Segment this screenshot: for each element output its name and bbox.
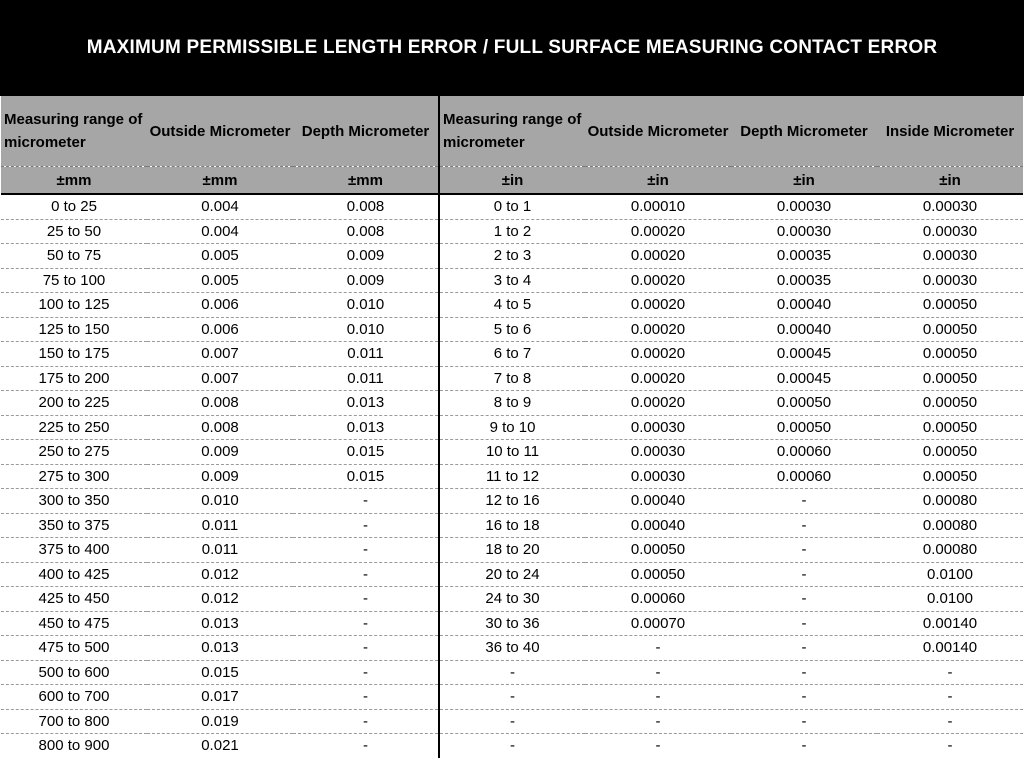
table-cell: 0 to 25 — [1, 194, 147, 219]
table-cell: 0.009 — [293, 244, 439, 269]
unit-cell: ±in — [439, 167, 585, 195]
table-row — [1, 293, 1023, 318]
table-cell: 275 to 300 — [1, 464, 147, 489]
table-cell: 0.00020 — [585, 391, 731, 416]
table-cell: 0.00060 — [585, 587, 731, 612]
table-cell: 0.011 — [147, 538, 293, 563]
table-cell: - — [731, 660, 877, 685]
table-cell: 0.00140 — [877, 611, 1023, 636]
table-cell: 250 to 275 — [1, 440, 147, 465]
table-cell: 0.00050 — [877, 391, 1023, 416]
table-cell: - — [585, 636, 731, 661]
table-row — [1, 244, 1023, 269]
table-row — [1, 194, 1023, 219]
table-cell: 0.011 — [147, 513, 293, 538]
table-cell: 0.015 — [293, 440, 439, 465]
table-cell: - — [293, 538, 439, 563]
table-cell: - — [439, 660, 585, 685]
table-cell: 0.009 — [147, 440, 293, 465]
unit-cell: ±mm — [1, 167, 147, 195]
table-cell: 0.00030 — [877, 244, 1023, 269]
table-cell: 300 to 350 — [1, 489, 147, 514]
table-cell: - — [731, 587, 877, 612]
table-cell: - — [947, 737, 953, 755]
table-cell: 150 to 175 — [1, 342, 147, 367]
table-cell: 0.009 — [147, 464, 293, 489]
table-cell: 18 to 20 — [439, 538, 585, 563]
table-cell: - — [877, 685, 1023, 710]
table-cell: - — [293, 587, 439, 612]
table-row — [1, 587, 1023, 612]
table-cell: 8 to 9 — [439, 391, 585, 416]
table-cell: 6 to 7 — [439, 342, 585, 367]
table-cell: 36 to 40 — [439, 636, 585, 661]
table-cell: 0.00020 — [585, 293, 731, 318]
table-cell: 0.008 — [293, 219, 439, 244]
table-cell: - — [731, 685, 877, 710]
table-cell: 225 to 250 — [1, 415, 147, 440]
table-cell: 0.00050 — [877, 366, 1023, 391]
table-cell: 0.005 — [147, 244, 293, 269]
table-cell: - — [731, 562, 877, 587]
table-row — [1, 489, 1023, 514]
table-cell: 0.00030 — [585, 464, 731, 489]
table-cell: 0.00080 — [877, 513, 1023, 538]
table-cell: 0.00140 — [877, 636, 1023, 661]
table-cell: 0.008 — [147, 415, 293, 440]
table-cell: 12 to 16 — [439, 489, 585, 514]
table-cell: 30 to 36 — [439, 611, 585, 636]
table-cell: 5 to 6 — [439, 317, 585, 342]
unit-cell: ±in — [877, 167, 1023, 195]
table-row — [1, 611, 1023, 636]
table-cell: 125 to 150 — [1, 317, 147, 342]
header-mm-depth: Depth Micrometer — [293, 96, 439, 167]
table-cell: 0.017 — [147, 685, 293, 710]
table-row — [1, 562, 1023, 587]
table-cell: 350 to 375 — [1, 513, 147, 538]
table-cell: 0.00035 — [731, 244, 877, 269]
table-cell: 0.013 — [293, 415, 439, 440]
table-cell: 0.00020 — [585, 342, 731, 367]
table-cell: 0.00050 — [877, 415, 1023, 440]
table-cell: 425 to 450 — [1, 587, 147, 612]
table-cell: 800 to 900 — [38, 737, 110, 755]
header-in-range: Measuring range of micrometer — [439, 96, 585, 167]
table-row — [1, 440, 1023, 465]
table-cell: 0.00070 — [585, 611, 731, 636]
table-cell: 0.004 — [147, 194, 293, 219]
table-cell: 0.021 — [201, 737, 239, 755]
table-cell: 600 to 700 — [1, 685, 147, 710]
table-cell: 0.010 — [147, 489, 293, 514]
table-cell: - — [439, 685, 585, 710]
table-cell: 0.013 — [293, 391, 439, 416]
table-row — [1, 538, 1023, 563]
table-cell: - — [363, 737, 368, 755]
table-cell: 0.00020 — [585, 366, 731, 391]
table-row — [1, 342, 1023, 367]
table-cell: 25 to 50 — [1, 219, 147, 244]
table-cell: 0.006 — [147, 293, 293, 318]
table-cell: 0.008 — [293, 194, 439, 219]
table-cell: - — [293, 685, 439, 710]
table-cell: 0.00045 — [731, 342, 877, 367]
table-cell: - — [293, 562, 439, 587]
table-cell: - — [439, 709, 585, 734]
table-row — [1, 317, 1023, 342]
table-row — [1, 415, 1023, 440]
table-row — [1, 219, 1023, 244]
table-cell: 0.00030 — [877, 268, 1023, 293]
table-cell: - — [293, 660, 439, 685]
table-cell: 475 to 500 — [1, 636, 147, 661]
table-cell: 4 to 5 — [439, 293, 585, 318]
table-cell: 0.00050 — [877, 440, 1023, 465]
table-cell: 0.00030 — [585, 440, 731, 465]
table-cell: 9 to 10 — [439, 415, 585, 440]
table-cell: 500 to 600 — [1, 660, 147, 685]
table-row — [1, 513, 1023, 538]
table-cell: 0.00045 — [731, 366, 877, 391]
table-cell: 0.00050 — [877, 464, 1023, 489]
header-in-outside: Outside Micrometer — [585, 96, 731, 167]
table-cell: 0.015 — [293, 464, 439, 489]
header-in-inside: Inside Micrometer — [877, 96, 1023, 167]
header-row — [1, 96, 1023, 167]
table-cell: 0.005 — [147, 268, 293, 293]
table-cell: 0.00030 — [877, 219, 1023, 244]
table-cell: 0 to 1 — [439, 194, 585, 219]
table-cell: 0.010 — [293, 317, 439, 342]
table-cell: 0.013 — [147, 611, 293, 636]
table-cell: 0.00050 — [731, 391, 877, 416]
table-cell: 24 to 30 — [439, 587, 585, 612]
table-cell: 10 to 11 — [439, 440, 585, 465]
table-body — [1, 194, 1023, 758]
table-cell: - — [293, 611, 439, 636]
table-cell: 0.00040 — [585, 489, 731, 514]
table-row — [1, 660, 1023, 685]
table-cell: - — [293, 709, 439, 734]
table-cell: 450 to 475 — [1, 611, 147, 636]
table-row — [1, 391, 1023, 416]
table-cell: 0.00020 — [585, 268, 731, 293]
table-cell: 0.0100 — [877, 562, 1023, 587]
table-cell: 0.011 — [293, 366, 439, 391]
table-row — [1, 268, 1023, 293]
table-cell: - — [585, 709, 731, 734]
table-cell: 2 to 3 — [439, 244, 585, 269]
table-cell: - — [731, 709, 877, 734]
unit-cell: ±mm — [147, 167, 293, 195]
table-cell: 11 to 12 — [439, 464, 585, 489]
table-cell: 0.00050 — [877, 342, 1023, 367]
table-cell: - — [655, 737, 661, 755]
table-cell: 1 to 2 — [439, 219, 585, 244]
table-row — [1, 464, 1023, 489]
header-mm-outside: Outside Micrometer — [147, 96, 293, 167]
table-cell: - — [731, 636, 877, 661]
table-cell: 0.00020 — [585, 244, 731, 269]
table-cell: 75 to 100 — [1, 268, 147, 293]
table-cell: - — [801, 737, 807, 755]
table-cell: - — [731, 489, 877, 514]
table-row — [1, 709, 1023, 734]
header-in-depth: Depth Micrometer — [731, 96, 877, 167]
table-cell: 0.00080 — [877, 538, 1023, 563]
table-cell: 0.00040 — [731, 293, 877, 318]
table-cell: - — [877, 660, 1023, 685]
table-cell: 0.00060 — [731, 440, 877, 465]
table-cell: - — [585, 660, 731, 685]
unit-cell: ±in — [731, 167, 877, 195]
table-cell: 0.00030 — [585, 415, 731, 440]
table-cell: 100 to 125 — [1, 293, 147, 318]
table-cell: 0.007 — [147, 342, 293, 367]
table-cell: 20 to 24 — [439, 562, 585, 587]
table-cell: 0.010 — [293, 293, 439, 318]
table-cell: 0.00060 — [731, 464, 877, 489]
table-cell: 0.00040 — [585, 513, 731, 538]
table-cell: - — [877, 709, 1023, 734]
table-cell: 50 to 75 — [1, 244, 147, 269]
table-cell: - — [293, 513, 439, 538]
table-cell: 0.011 — [293, 342, 439, 367]
table-cell: 0.0100 — [877, 587, 1023, 612]
header-mm-range: Measuring range of micrometer — [1, 96, 147, 167]
table-cell: 0.00080 — [877, 489, 1023, 514]
table-cell: 0.009 — [293, 268, 439, 293]
table-cell: 0.00010 — [585, 194, 731, 219]
table-cell: - — [439, 734, 585, 758]
table-cell: - — [293, 636, 439, 661]
table-cell: 0.008 — [147, 391, 293, 416]
table-cell: 0.00050 — [877, 317, 1023, 342]
table-cell: 0.00050 — [877, 293, 1023, 318]
table-cell: 0.015 — [147, 660, 293, 685]
units-row — [1, 167, 1023, 195]
table-row — [1, 734, 1023, 758]
unit-cell: ±in — [585, 167, 731, 195]
table-cell: 375 to 400 — [1, 538, 147, 563]
table-cell: 0.00035 — [731, 268, 877, 293]
table-cell: 400 to 425 — [1, 562, 147, 587]
table-row — [1, 636, 1023, 661]
table-cell: - — [731, 538, 877, 563]
table-cell: 0.00050 — [585, 538, 731, 563]
table-cell: 700 to 800 — [1, 709, 147, 734]
table-cell: - — [585, 685, 731, 710]
table-cell: - — [731, 513, 877, 538]
table-cell: 0.00030 — [731, 194, 877, 219]
table-cell: 3 to 4 — [439, 268, 585, 293]
table-cell: 0.004 — [147, 219, 293, 244]
table-cell: 175 to 200 — [1, 366, 147, 391]
table-cell: 0.006 — [147, 317, 293, 342]
table-cell: 0.00030 — [731, 219, 877, 244]
table-cell: 0.013 — [147, 636, 293, 661]
table-cell: 7 to 8 — [439, 366, 585, 391]
table-cell: 0.00040 — [731, 317, 877, 342]
table-cell: 0.00030 — [877, 194, 1023, 219]
table-cell: 0.012 — [147, 587, 293, 612]
table-cell: - — [731, 611, 877, 636]
table-row — [1, 366, 1023, 391]
table-cell: - — [293, 489, 439, 514]
table-cell: 0.00050 — [585, 562, 731, 587]
table-row — [1, 685, 1023, 710]
error-table — [1, 96, 1023, 758]
table-cell: 0.007 — [147, 366, 293, 391]
table-cell: 0.012 — [147, 562, 293, 587]
table-cell: 0.00020 — [585, 219, 731, 244]
table-cell: 200 to 225 — [1, 391, 147, 416]
table-title: MAXIMUM PERMISSIBLE LENGTH ERROR / FULL SURFACE MEASURING CONTACT ERROR — [0, 0, 1024, 96]
table-cell: 0.00050 — [731, 415, 877, 440]
table-cell: 16 to 18 — [439, 513, 585, 538]
table-cell: 0.019 — [147, 709, 293, 734]
unit-cell: ±mm — [293, 167, 439, 195]
table-cell: 0.00020 — [585, 317, 731, 342]
